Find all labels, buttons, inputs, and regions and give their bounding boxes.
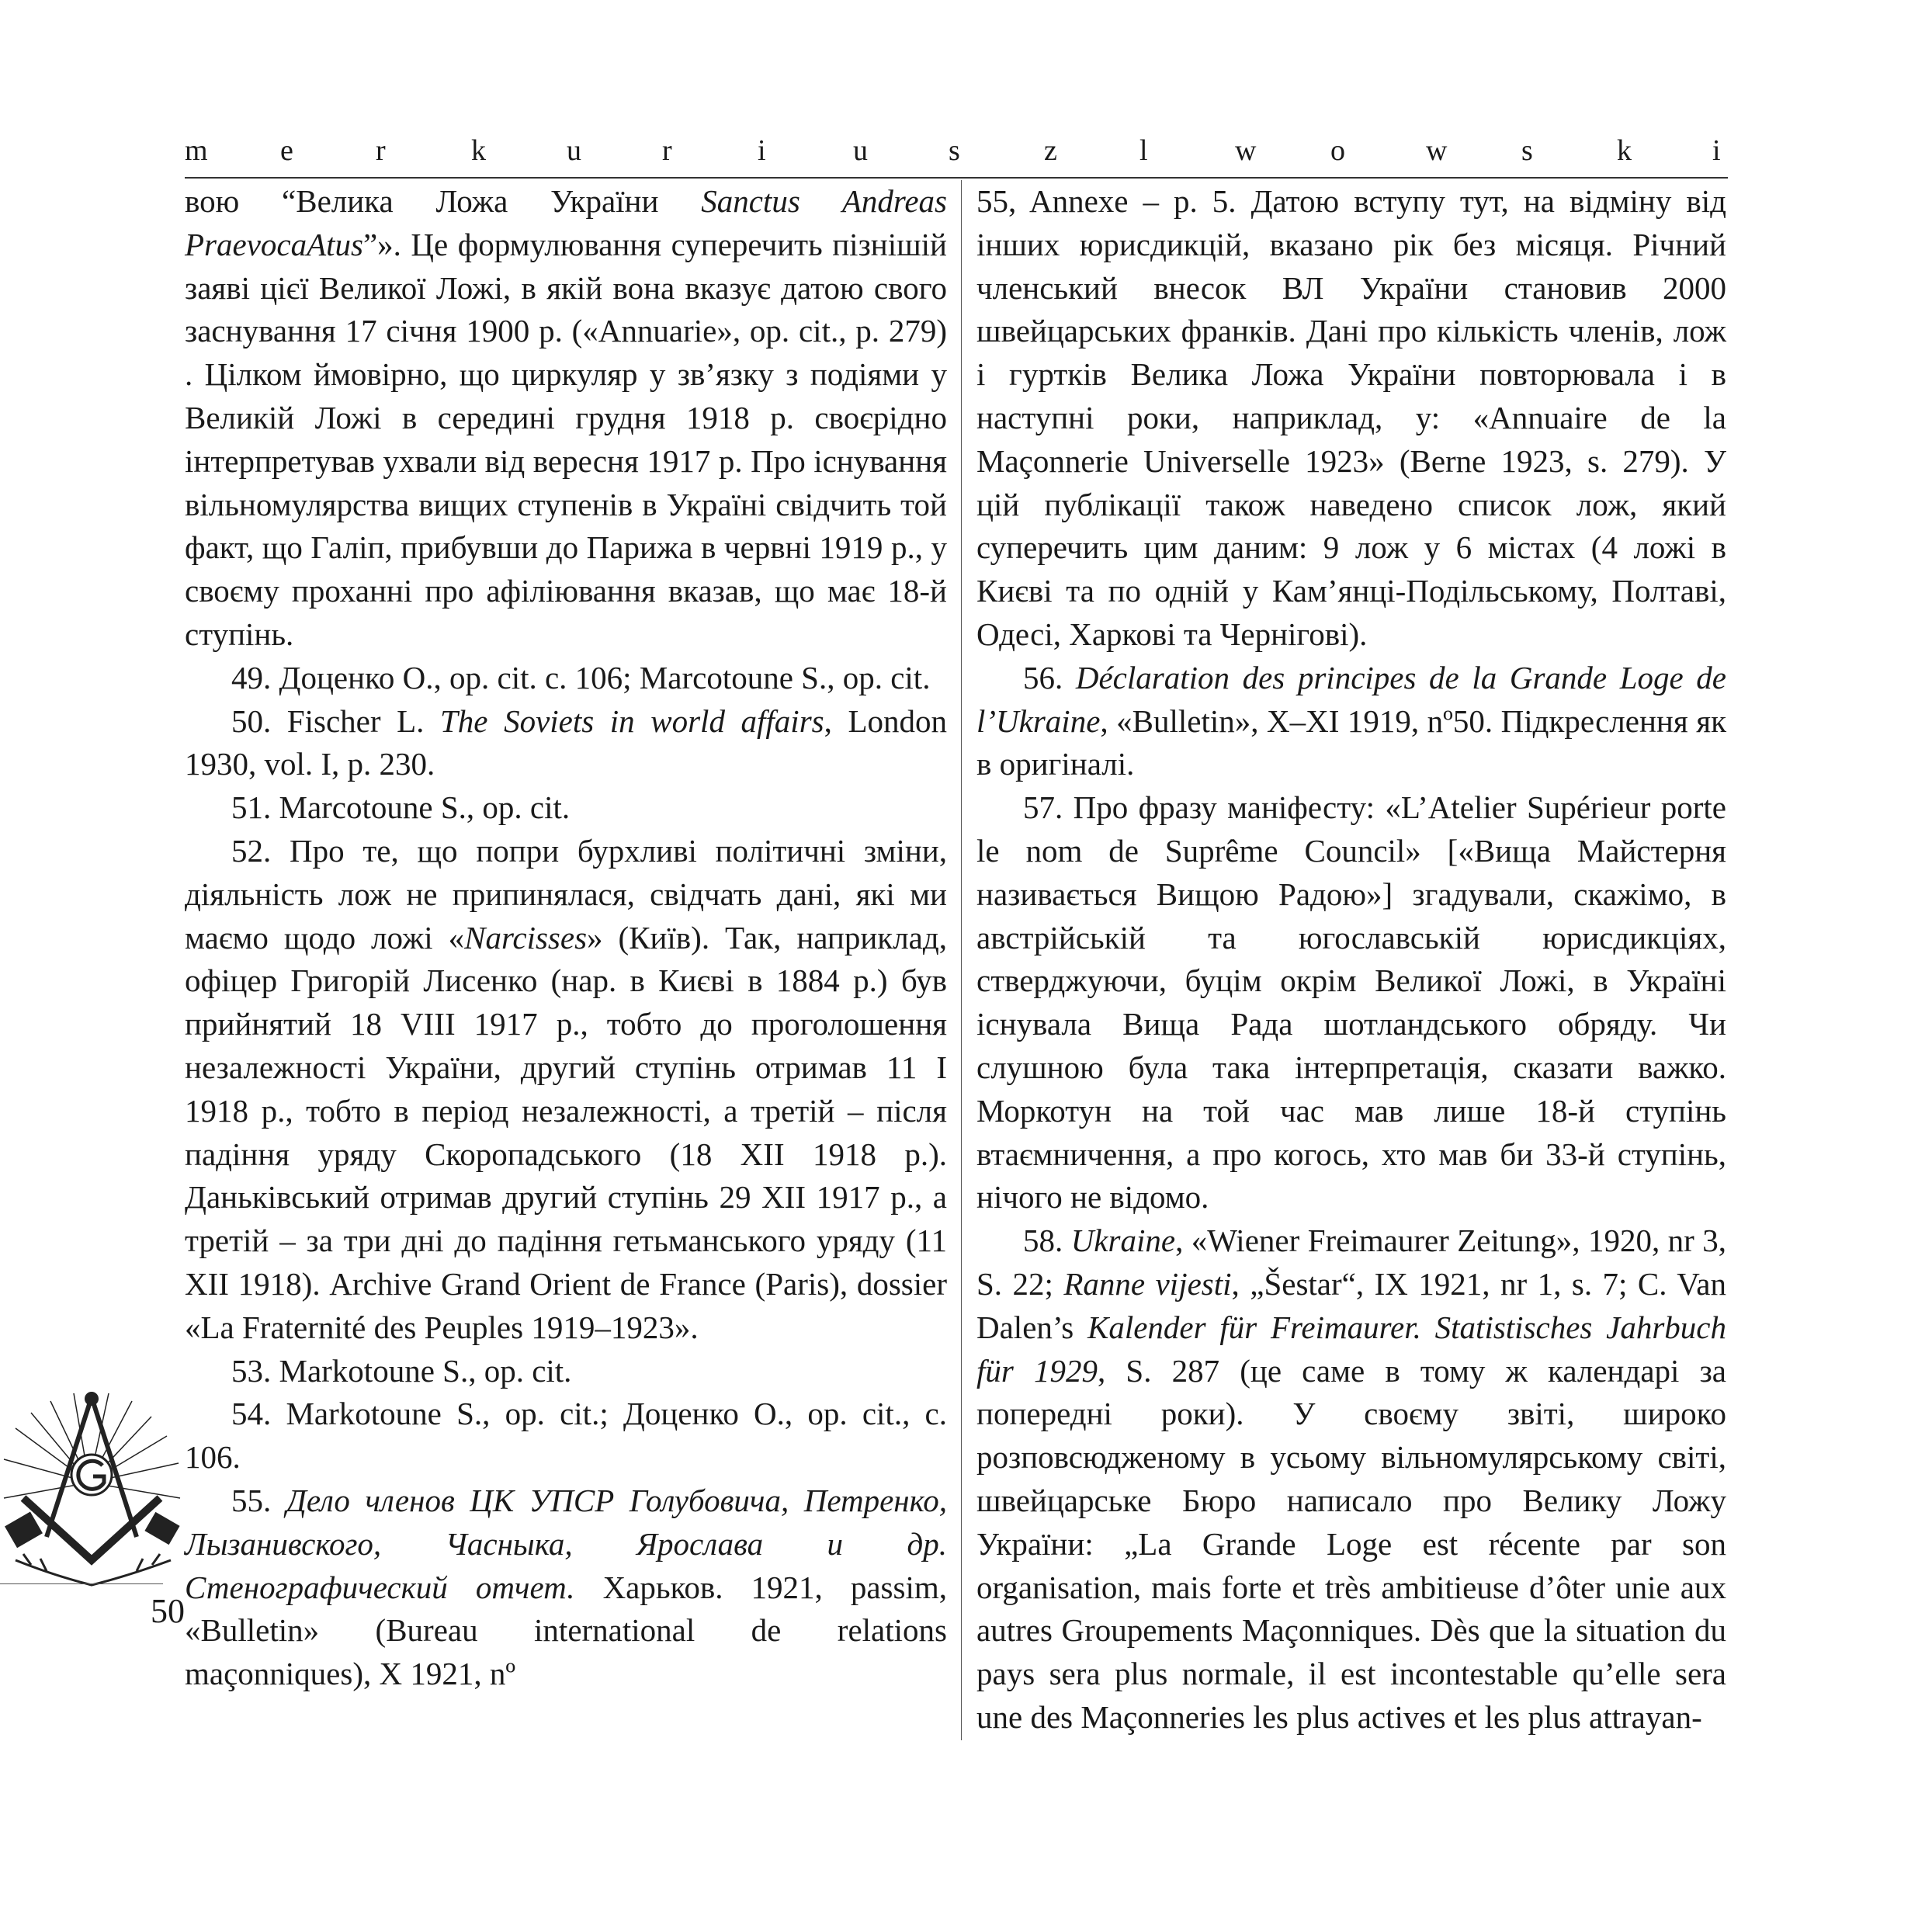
italic-title: Déclaration des principes de la Grande Loge de l’Ukraine (976, 659, 1726, 739)
header-letter: i (1712, 134, 1721, 167)
italic-title: Дело членов ЦК УПСР Голубовича, Петренко, Лызанивского, Часныка, Ярослава и др. Стенографический отчет. (185, 1482, 948, 1605)
header-letter: w (1426, 134, 1448, 167)
footnote-55: 55. Дело членов ЦК УПСР Голубовича, Петренко, Лызанивского, Часныка, Ярослава и др. Стенографический отчет. Харьков. 1921, passim, «Bulletin» (Bureau international de relations maçonniques), X 1921, nº (185, 1482, 948, 1692)
page-number: 50 (151, 1592, 185, 1630)
header-letter: z (1044, 134, 1057, 167)
header-letter: i (758, 134, 766, 167)
header-letter: l (1139, 134, 1148, 167)
footnote-49: 49. Доценко О., op. cit. c. 106; Marcotoune S., op. cit. (231, 659, 931, 695)
footnote-50: 50. Fischer L. The Soviets in world affairs, London 1930, vol. I, p. 230. (185, 702, 947, 782)
footnote-53: 53. Markotoune S., op. cit. (231, 1352, 572, 1389)
header-letter: e (280, 134, 293, 167)
header-letter: k (471, 134, 486, 167)
column-divider (961, 180, 962, 1740)
italic-title: Narcisses (464, 919, 588, 956)
header-letter: r (376, 134, 386, 167)
right-column (976, 180, 1726, 1739)
paragraph-continuation: 55, Annexe – p. 5. Датою вступу тут, на відміну від інших юрисдикцій, вказано рік без місяця. Річний членський внесок ВЛ України становив 2000 швейцарських франків. Дані про кількість членів, лож і гуртків Велика Ложа України повторювала і в наступні роки, наприклад, у: «Annuaire de la Maçonnerie Universelle 1923» (Berne 1923, s. 279). У цій публікації також наведено список лож, який суперечить цим даним: 9 лож у 6 містах (4 ложі в Києві та по одній у Кам’янці-Подільському, Полтаві, Одесі, Харкові та Чернігові). (976, 183, 1726, 652)
footnote-56: 56. Déclaration des principes de la Grande Loge de l’Ukraine, «Bulletin», X–XI 1919, nº50. Підкреслення як в оригіналі. (976, 659, 1726, 782)
header-rule (185, 177, 1728, 179)
header-letter: u (567, 134, 581, 167)
footer-rule (0, 1583, 163, 1584)
left-column (185, 180, 947, 1696)
footnote-54: 54. Markotoune S., op. cit.; Доценко О., op. cit., c. 106. (185, 1396, 947, 1476)
footnote-52: 52. Про те, що попри бурхливі політичні зміни, діяльність лож не припинялася, свідчать дані, які ми маємо щодо ложі «Narcisses» (Київ). Так, наприклад, офіцер Григорій Лисенко (нар. в Києві в 1884 р.) був прийнятий 18 VIII 1917 р., тобто до проголошення незалежності України, другий ступінь отримав 11 I 1918 р., тобто в період незалежності, а третій – після падіння уряду Скоропадського (18 XII 1918 р.). Даньківський отримав другий ступінь 29 XII 1917 р., а третій – за три дні до падіння гетьманського уряду (11 XII 1918). Archive Grand Orient de France (Paris), dossier «La Fraternité des Peuples 1919–1923». (185, 832, 947, 1345)
masonic-emblem-icon (0, 1382, 186, 1599)
header-letter: s (949, 134, 960, 167)
italic-title: Kalender für Freimaurer. Statistisches Jahrbuch für 1929 (976, 1309, 1726, 1389)
paragraph-continuation: вою “Велика Ложа України Sanctus Andreas PraevocaAtus”». Це формулювання суперечить пізнішій заяві цієї Великої Ложі, в якій вона вказує датою свого заснування 17 січня 1900 р. («Annuarie», op. cit., p. 279) . Цілком ймовірно, що циркуляр у зв’язку з подіями у Великій Ложі в середині грудня 1918 р. своєрідно інтерпретував ухвали від вересня 1917 р. Про існування вільномулярства вищих ступенів в Україні свідчить той факт, що Галіп, прибувши до Парижа в червні 1919 р., у своєму проханні про афіліювання вказав, що має 18-й ступінь. (185, 183, 947, 652)
italic-title: The Soviets in world affairs (439, 702, 824, 739)
footnote-57: 57. Про фразу маніфесту: «L’Atelier Supérieur porte le nom de Suprême Council» [«Вища Майстерня називається Вищою Радою»] згадували, скажімо, в австрійській та югославській юрисдикціях, стверджуючи, буцім окрім Великої Ложі, в Україні існувала Вища Рада шотландського обряду. Чи слушною була така інтерпретація, сказати важко. Моркотун на той час мав лише 18-й ступінь втаємничення, а про когось, хто мав би 33-й ступінь, нічого не відомо. (976, 789, 1726, 1216)
header-letter: w (1235, 134, 1257, 167)
header-letter: o (1330, 134, 1345, 167)
header-letter: u (853, 134, 868, 167)
header-letter: s (1521, 134, 1533, 167)
italic-title: Ukraine (1070, 1223, 1176, 1259)
footnote-58: 58. Ukraine, «Wiener Freimaurer Zeitung», 1920, nr 3, S. 22; Ranne vijesti, „Šestar“, IX 1921, nr 1, s. 7; C. Van Dalen’s Kalender für Freimaurer. Statistisches Jahrbuch für 1929, S. 287 (це саме в тому ж календарі за попередні роки). У своєму звіті, широко розповсюдженому в усьому вільномулярському світі, швейцарське Бюро написало про Велику Ложу України: „La Grande Loge est récente par son organisation, mais forte et très ambitieuse d’ôter unie aux autres Groupements Maçonniques. Dès que la situation du pays sera plus normale, il est incontestable qu’elle sera une des Maçonneries les plus actives et les plus attrayan- (976, 1223, 1727, 1735)
header-letter: m (185, 134, 208, 167)
header-letter: r (662, 134, 672, 167)
italic-title: Sanctus Andreas PraevocaAtus (185, 183, 947, 262)
running-header (185, 134, 1728, 180)
italic-title: Ranne vijesti (1063, 1265, 1232, 1302)
header-letter: k (1617, 134, 1632, 167)
footnote-51: 51. Marcotoune S., op. cit. (231, 789, 571, 826)
